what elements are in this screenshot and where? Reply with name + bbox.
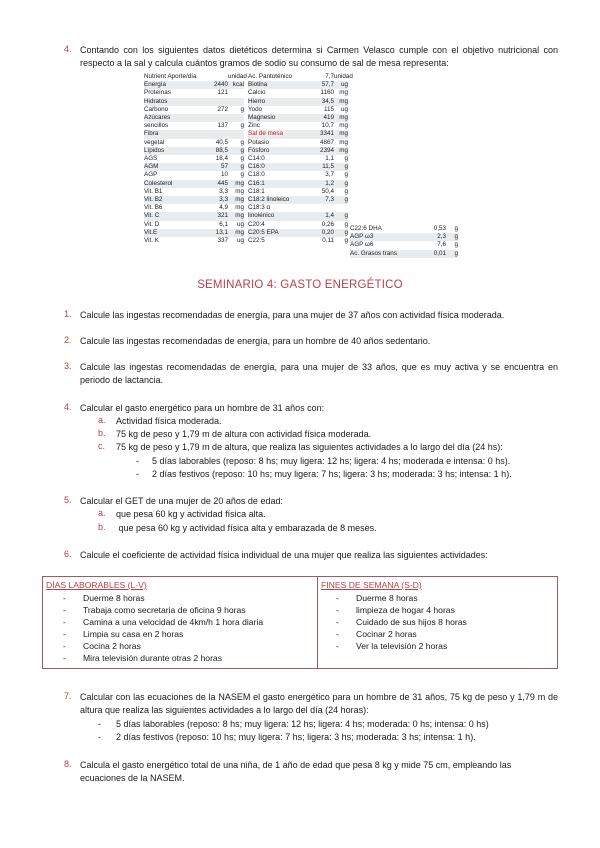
nutrient-value: 321 — [217, 212, 228, 220]
sub-item-text: 75 kg de peso y 1,79 m de altura con actividad física moderada. — [116, 429, 372, 439]
nutrient-name: Calcio — [248, 89, 266, 97]
nutrient-value — [304, 204, 334, 212]
table-row — [144, 196, 244, 204]
nutrient-name: Colesterol — [144, 179, 173, 187]
nutrient-unit: ug — [340, 81, 348, 89]
dash: - — [63, 653, 66, 663]
table-row — [144, 180, 244, 188]
nutrition-table-col3 — [350, 225, 458, 258]
weekend-column — [318, 577, 558, 668]
table-row — [144, 106, 244, 114]
nutrient-unit — [228, 114, 244, 122]
nutrient-name: C18:3 α — [248, 204, 271, 212]
nutrient-name: C16:0 — [248, 163, 265, 171]
sub-letter: a. — [98, 415, 106, 425]
nutrient-unit: g — [344, 237, 348, 245]
schedule-item: 2 días festivos (reposo: 10 hs; muy ligera: 7 hs; ligera: 3 hs; moderada: 3 hs; intensa: 1 h). — [152, 469, 512, 479]
nutrient-value: 11,5 — [322, 163, 334, 171]
nutrient-name: vegetal — [144, 138, 165, 146]
nutrient-value: 419 — [323, 114, 334, 122]
dash: - — [336, 629, 339, 639]
nutrient-value: 272 — [217, 105, 228, 113]
table-row — [248, 147, 348, 155]
nutrient-unit: g — [344, 171, 348, 179]
activity-item — [318, 592, 558, 604]
nutrient-name: Hidratos — [144, 97, 168, 105]
nutrition-table-col1 — [144, 73, 247, 245]
sub-letter: b. — [98, 522, 106, 532]
nutrient-unit — [228, 98, 244, 106]
nutrient-name: Yodo — [248, 105, 263, 113]
table-row — [144, 221, 244, 229]
nutrient-unit: mg — [235, 196, 244, 204]
table-row — [248, 180, 348, 188]
table-row — [248, 188, 348, 196]
table-row — [350, 225, 458, 233]
table-row — [144, 98, 244, 106]
nutrient-name: linolénico — [248, 212, 275, 220]
question-text: Calcule el coeficiente de actividad física individual de una mujer que realiza las siguientes actividades: — [80, 550, 488, 560]
nutrient-unit: ug — [340, 105, 348, 113]
nutrient-name: Sal de mesa — [248, 130, 284, 138]
nutrient-unit: mg — [339, 146, 348, 154]
nutrient-name: Energía — [144, 81, 167, 89]
table-row — [248, 98, 348, 106]
nutrient-unit — [228, 130, 244, 138]
nutrient-value — [200, 73, 228, 81]
nutrient-value: 1,1 — [325, 155, 334, 163]
table-row — [248, 139, 348, 147]
nutrient-unit: g — [344, 212, 348, 220]
question-number: 5. — [64, 495, 72, 505]
question-number: 1. — [64, 309, 72, 319]
sub-letter: b. — [98, 428, 106, 438]
nutrient-value: 1,2 — [325, 179, 334, 187]
nutrient-name: Carbono — [144, 105, 169, 113]
nutrient-unit: mg — [339, 89, 348, 97]
nutrient-unit: g — [240, 138, 244, 146]
table-row — [144, 204, 244, 212]
nutrient-name: Hierro — [248, 97, 266, 105]
question-number: 2. — [64, 335, 72, 345]
table-row — [248, 114, 348, 122]
nutrient-unit: unidad — [334, 73, 353, 80]
nutrient-unit: g — [240, 122, 244, 130]
nutrient-name: sencillos — [144, 122, 169, 130]
nutrient-value — [200, 114, 228, 122]
nutrient-value: 0,01 — [433, 249, 446, 257]
table-row — [144, 122, 244, 130]
table-row — [248, 163, 348, 171]
nutrient-name: C18:2 linoleico — [248, 196, 290, 204]
table-row — [248, 196, 348, 204]
nutrient-name: Vit. B1 — [144, 187, 163, 195]
dash: - — [63, 605, 66, 615]
nutrient-name: Vit.E — [144, 228, 158, 236]
nutrient-unit: g — [454, 225, 458, 232]
table-row — [248, 221, 348, 229]
activity-text: Cocinar 2 horas — [356, 629, 417, 639]
nutrient-unit: g — [344, 163, 348, 171]
activity-item — [318, 640, 558, 652]
nutrient-unit: mg — [339, 130, 348, 138]
table-row — [144, 237, 244, 245]
activity-text: Camina a una velocidad de 4km/h 1 hora diaria — [83, 617, 264, 627]
nutrient-unit: g — [240, 155, 244, 163]
nutrient-value: 18,4 — [215, 155, 228, 163]
nutrient-unit: mg — [235, 179, 244, 187]
table-row — [144, 81, 244, 89]
table-row — [248, 155, 348, 163]
table-row — [248, 89, 348, 97]
sub-item-text: Actividad física moderada. — [116, 416, 222, 426]
activity-text: Cocina 2 horas — [83, 641, 141, 651]
nutrient-unit: g — [240, 105, 244, 113]
weekday-column — [43, 577, 317, 668]
nutrient-value: 2440 — [213, 81, 228, 89]
nutrient-name: AGM — [144, 163, 159, 171]
nutrient-value: 4,9 — [219, 204, 228, 212]
nutrient-name: C16:1 — [248, 179, 265, 187]
weekend-header: FINES DE SEMANA (S-D) — [321, 580, 422, 590]
question-text: Calcula el gasto energético total de una niña, de 1 año de edad que pesa 8 kg y mide 75 cm, empleando las ecuaciones de la NASEM. — [80, 760, 512, 783]
nutrient-unit: g — [240, 171, 244, 179]
activity-item — [318, 604, 558, 616]
nutrient-name: AGP ω3 — [350, 233, 374, 241]
dash: - — [336, 617, 339, 627]
nutrient-name: Potasio — [248, 138, 270, 146]
question-number: 4. — [64, 402, 72, 412]
nutrient-value: 3,3 — [219, 187, 228, 195]
table-row — [248, 106, 348, 114]
question-text: Calcule las ingestas recomendadas de energía, para un hombre de 40 años sedentario. — [80, 336, 431, 346]
table-row — [144, 155, 244, 163]
activity-item — [43, 628, 317, 640]
nutrient-value: 2394 — [319, 146, 334, 154]
nutrient-name: Nutrient Aporte/día — [144, 73, 197, 80]
schedule-item: 5 días laborables (reposo: 8 hs; muy ligera: 12 hs; ligera: 4 hs; moderada e intensa: 0 hs). — [152, 456, 511, 466]
nutrient-name: Biotina — [248, 81, 268, 89]
nutrient-unit: mg — [235, 228, 244, 236]
nutrient-name: Fibra — [144, 130, 159, 138]
nutrient-name: Zinc — [248, 122, 260, 130]
table-row — [248, 81, 348, 89]
nutrient-unit: g — [344, 220, 348, 228]
nutrient-value: 4867 — [319, 138, 334, 146]
nutrient-unit — [334, 204, 348, 212]
nutrient-name: C20:5 EPA — [248, 228, 279, 236]
nutrient-value: 1160 — [320, 89, 334, 97]
table-row — [248, 204, 348, 212]
question-text: Contando con los siguientes datos dietéticos determina si Carmen Velasco cumple con el objetivo nutricional con respecto a la sal y calcula cuántos gramos de sodio su consumo de sal de mesa representa: — [80, 45, 558, 68]
activity-text: Cuidado de sus hijos 8 horas — [356, 617, 467, 627]
activity-item — [43, 616, 317, 628]
seminar-title: SEMINARIO 4: GASTO ENERGÉTICO — [197, 279, 403, 291]
nutrient-value: 0,20 — [321, 228, 334, 236]
nutrient-name: Vit. K — [144, 237, 159, 245]
nutrition-table-col2 — [248, 73, 353, 245]
dash: - — [136, 456, 139, 466]
activity-text: Ver la televisión 2 horas — [356, 641, 448, 651]
nutrient-name: Fósforo — [248, 146, 270, 154]
activity-text: Limpia su casa en 2 horas — [83, 629, 184, 639]
nutrient-unit: ug — [236, 237, 244, 245]
activities-table — [42, 576, 558, 669]
nutrient-name: C14:0 — [248, 155, 265, 163]
nutrient-unit: mg — [235, 204, 244, 212]
nutrient-name: Magnesio — [248, 114, 276, 122]
nutrient-value: 57,7 — [321, 81, 334, 89]
nutrient-value: 7,7 — [325, 73, 334, 80]
activity-text: limpieza de hogar 4 horas — [356, 605, 455, 615]
table-row — [144, 229, 244, 237]
nutrient-name: C18:1 — [248, 187, 265, 195]
nutrient-unit: g — [344, 228, 348, 236]
nutrient-unit: g — [240, 163, 244, 171]
nutrient-unit: mg — [339, 97, 348, 105]
nutrient-name: Proteínas — [144, 89, 171, 97]
table-row — [248, 212, 348, 220]
nutrient-unit: g — [454, 249, 458, 257]
sub-letter: c. — [98, 441, 106, 451]
table-row — [248, 130, 348, 138]
nutrient-unit: g — [344, 179, 348, 187]
nutrient-name: AGS — [144, 155, 158, 163]
dash: - — [136, 469, 139, 479]
activity-text: Duerme 8 horas — [83, 593, 145, 603]
dash: - — [336, 641, 339, 651]
nutrient-value: 88,5 — [215, 146, 228, 154]
nutrient-name: Vit. B6 — [144, 204, 163, 212]
activity-item — [43, 640, 317, 652]
table-row — [350, 241, 458, 249]
dash: - — [63, 617, 66, 627]
nutrient-name: AGP ω6 — [350, 241, 374, 249]
table-row — [144, 89, 244, 97]
question-text: Calcule las ingestas recomendadas de energía, para una mujer de 33 años, que es muy activa y se encuentra en periodo de lactancia. — [80, 362, 558, 385]
table-row — [350, 250, 458, 258]
nutrient-unit: mg — [235, 212, 244, 220]
nutrient-unit: mg — [339, 138, 348, 146]
activity-item — [43, 604, 317, 616]
nutrient-name: Ac. Pantoténico — [248, 73, 293, 80]
nutrient-value: 13,1 — [215, 228, 228, 236]
nutrient-value: 0,53 — [433, 225, 446, 232]
nutrient-value: 115 — [323, 105, 334, 113]
question-number: 4. — [64, 44, 72, 54]
nutrient-unit: kcal — [232, 81, 244, 89]
table-row — [248, 229, 348, 237]
sub-item-text: que pesa 60 kg y actividad física alta y embarazada de 8 meses. — [116, 523, 377, 533]
nutrient-unit: mg — [339, 114, 348, 122]
dash: - — [63, 629, 66, 639]
nutrient-name: Vit. C — [144, 212, 160, 220]
nutrient-value: 445 — [217, 179, 228, 187]
question-text: Calcular con las ecuaciones de la NASEM el gasto energético para un hombre de 31 años, 75 kg de peso y 1,79 m de altura que realiza las siguientes actividades a lo largo del día (24 horas): — [80, 692, 558, 715]
nutrient-unit: ug — [236, 220, 244, 228]
nutrient-name: C20:4 — [248, 220, 265, 228]
question-number: 8. — [64, 759, 72, 769]
table-row — [350, 233, 458, 241]
activity-text: Mira televisión durante otras 2 horas — [83, 653, 223, 663]
nutrient-name: Vit. D — [144, 220, 160, 228]
dash: - — [98, 719, 101, 729]
activity-item — [43, 592, 317, 604]
activity-item — [318, 628, 558, 640]
nutrient-unit: g — [454, 233, 458, 241]
nutrient-unit: mg — [235, 187, 244, 195]
nutrient-value: 1,4 — [325, 212, 334, 220]
nutrient-value: 3341 — [319, 130, 334, 138]
nutrient-value: 57 — [220, 163, 228, 171]
question-text: Calcule las ingestas recomendadas de energía, para una mujer de 37 años con actividad física moderada. — [80, 310, 505, 320]
sub-item-text: 75 kg de peso y 1,79 m de altura, que realiza las siguientes actividades a lo largo del día (24 hs): — [116, 442, 503, 452]
dash: - — [336, 605, 339, 615]
question-number: 3. — [64, 361, 72, 371]
nutrient-value: 2,3 — [437, 233, 446, 241]
nutrient-unit: g — [454, 241, 458, 249]
nutrient-value: 10,7 — [321, 122, 334, 130]
nutrient-unit: mg — [339, 122, 348, 130]
nutrient-unit: g — [344, 155, 348, 163]
table-row — [248, 122, 348, 130]
table-row — [248, 73, 353, 81]
table-row — [248, 171, 348, 179]
nutrient-unit: unidad — [228, 73, 247, 80]
dash: - — [98, 732, 101, 742]
nutrient-value: 40,5 — [215, 138, 228, 146]
table-row — [144, 114, 244, 122]
nutrient-name: Lípidos — [144, 146, 165, 154]
table-row — [144, 188, 244, 196]
table-row — [144, 73, 247, 81]
nutrient-value: 7,6 — [437, 241, 446, 249]
nutrient-value: 0,11 — [322, 237, 334, 245]
nutrient-name: C18:0 — [248, 171, 265, 179]
nutrient-name: Ac. Grasos trans — [350, 249, 397, 257]
nutrient-name: C22:6 DHA — [350, 225, 382, 232]
nutrient-value — [200, 98, 228, 106]
table-row — [144, 171, 244, 179]
activity-item — [318, 616, 558, 628]
table-row — [144, 212, 244, 220]
table-row — [144, 139, 244, 147]
nutrient-name: Azúcares — [144, 114, 171, 122]
nutrient-unit — [228, 89, 244, 97]
sub-letter: a. — [98, 508, 106, 518]
weekday-header: DÍAS LABORABLES (L-V) — [46, 580, 147, 590]
table-row — [144, 163, 244, 171]
table-row — [248, 237, 348, 245]
nutrient-unit: g — [344, 187, 348, 195]
nutrient-value: 10 — [220, 171, 228, 179]
nutrient-name: Vit. B2 — [144, 196, 163, 204]
activity-text: Duerme 8 horas — [356, 593, 418, 603]
nutrient-value: 137 — [217, 122, 228, 130]
activity-item — [43, 652, 317, 664]
question-text: Calcular el gasto energético para un hombre de 31 años con: — [80, 403, 325, 413]
nutrient-value: 337 — [217, 237, 228, 245]
nutrient-value: 121 — [217, 89, 228, 97]
nutrient-value: 7,3 — [325, 196, 334, 204]
table-row — [144, 147, 244, 155]
dash: - — [336, 593, 339, 603]
nutrient-name: C22:5 — [248, 237, 265, 245]
sub-item-text: que pesa 60 kg y actividad física alta. — [116, 509, 266, 519]
nutrient-value: 6,1 — [219, 220, 228, 228]
question-number: 6. — [64, 549, 72, 559]
nutrient-name: AGP — [144, 171, 158, 179]
nutrient-value — [200, 130, 228, 138]
schedule-item: 5 días laborables (reposo: 8 hs; muy ligera: 12 hs; ligera: 4 hs; moderada: 0 hs; intensa: 0 hs) — [116, 719, 489, 729]
schedule-item: 2 días festivos (reposo: 10 hs; muy ligera: 7 hs; ligera: 3 hs; moderada: 3 hs; intensa: 1 h). — [116, 732, 476, 742]
activity-text: Trabaja como secretaria de oficina 9 horas — [83, 605, 246, 615]
nutrient-value: 3,3 — [219, 196, 228, 204]
nutrient-unit: g — [240, 146, 244, 154]
question-text: Calcular el GET de una mujer de 20 años de edad: — [80, 496, 283, 506]
table-row — [144, 130, 244, 138]
dash: - — [63, 593, 66, 603]
nutrient-value: 34,5 — [321, 97, 334, 105]
nutrient-value: 0,26 — [321, 220, 334, 228]
nutrient-unit: g — [344, 196, 348, 204]
question-number: 7. — [64, 691, 72, 701]
dash: - — [63, 641, 66, 651]
nutrient-value: 3,7 — [325, 171, 334, 179]
nutrient-value: 50,4 — [321, 187, 334, 195]
